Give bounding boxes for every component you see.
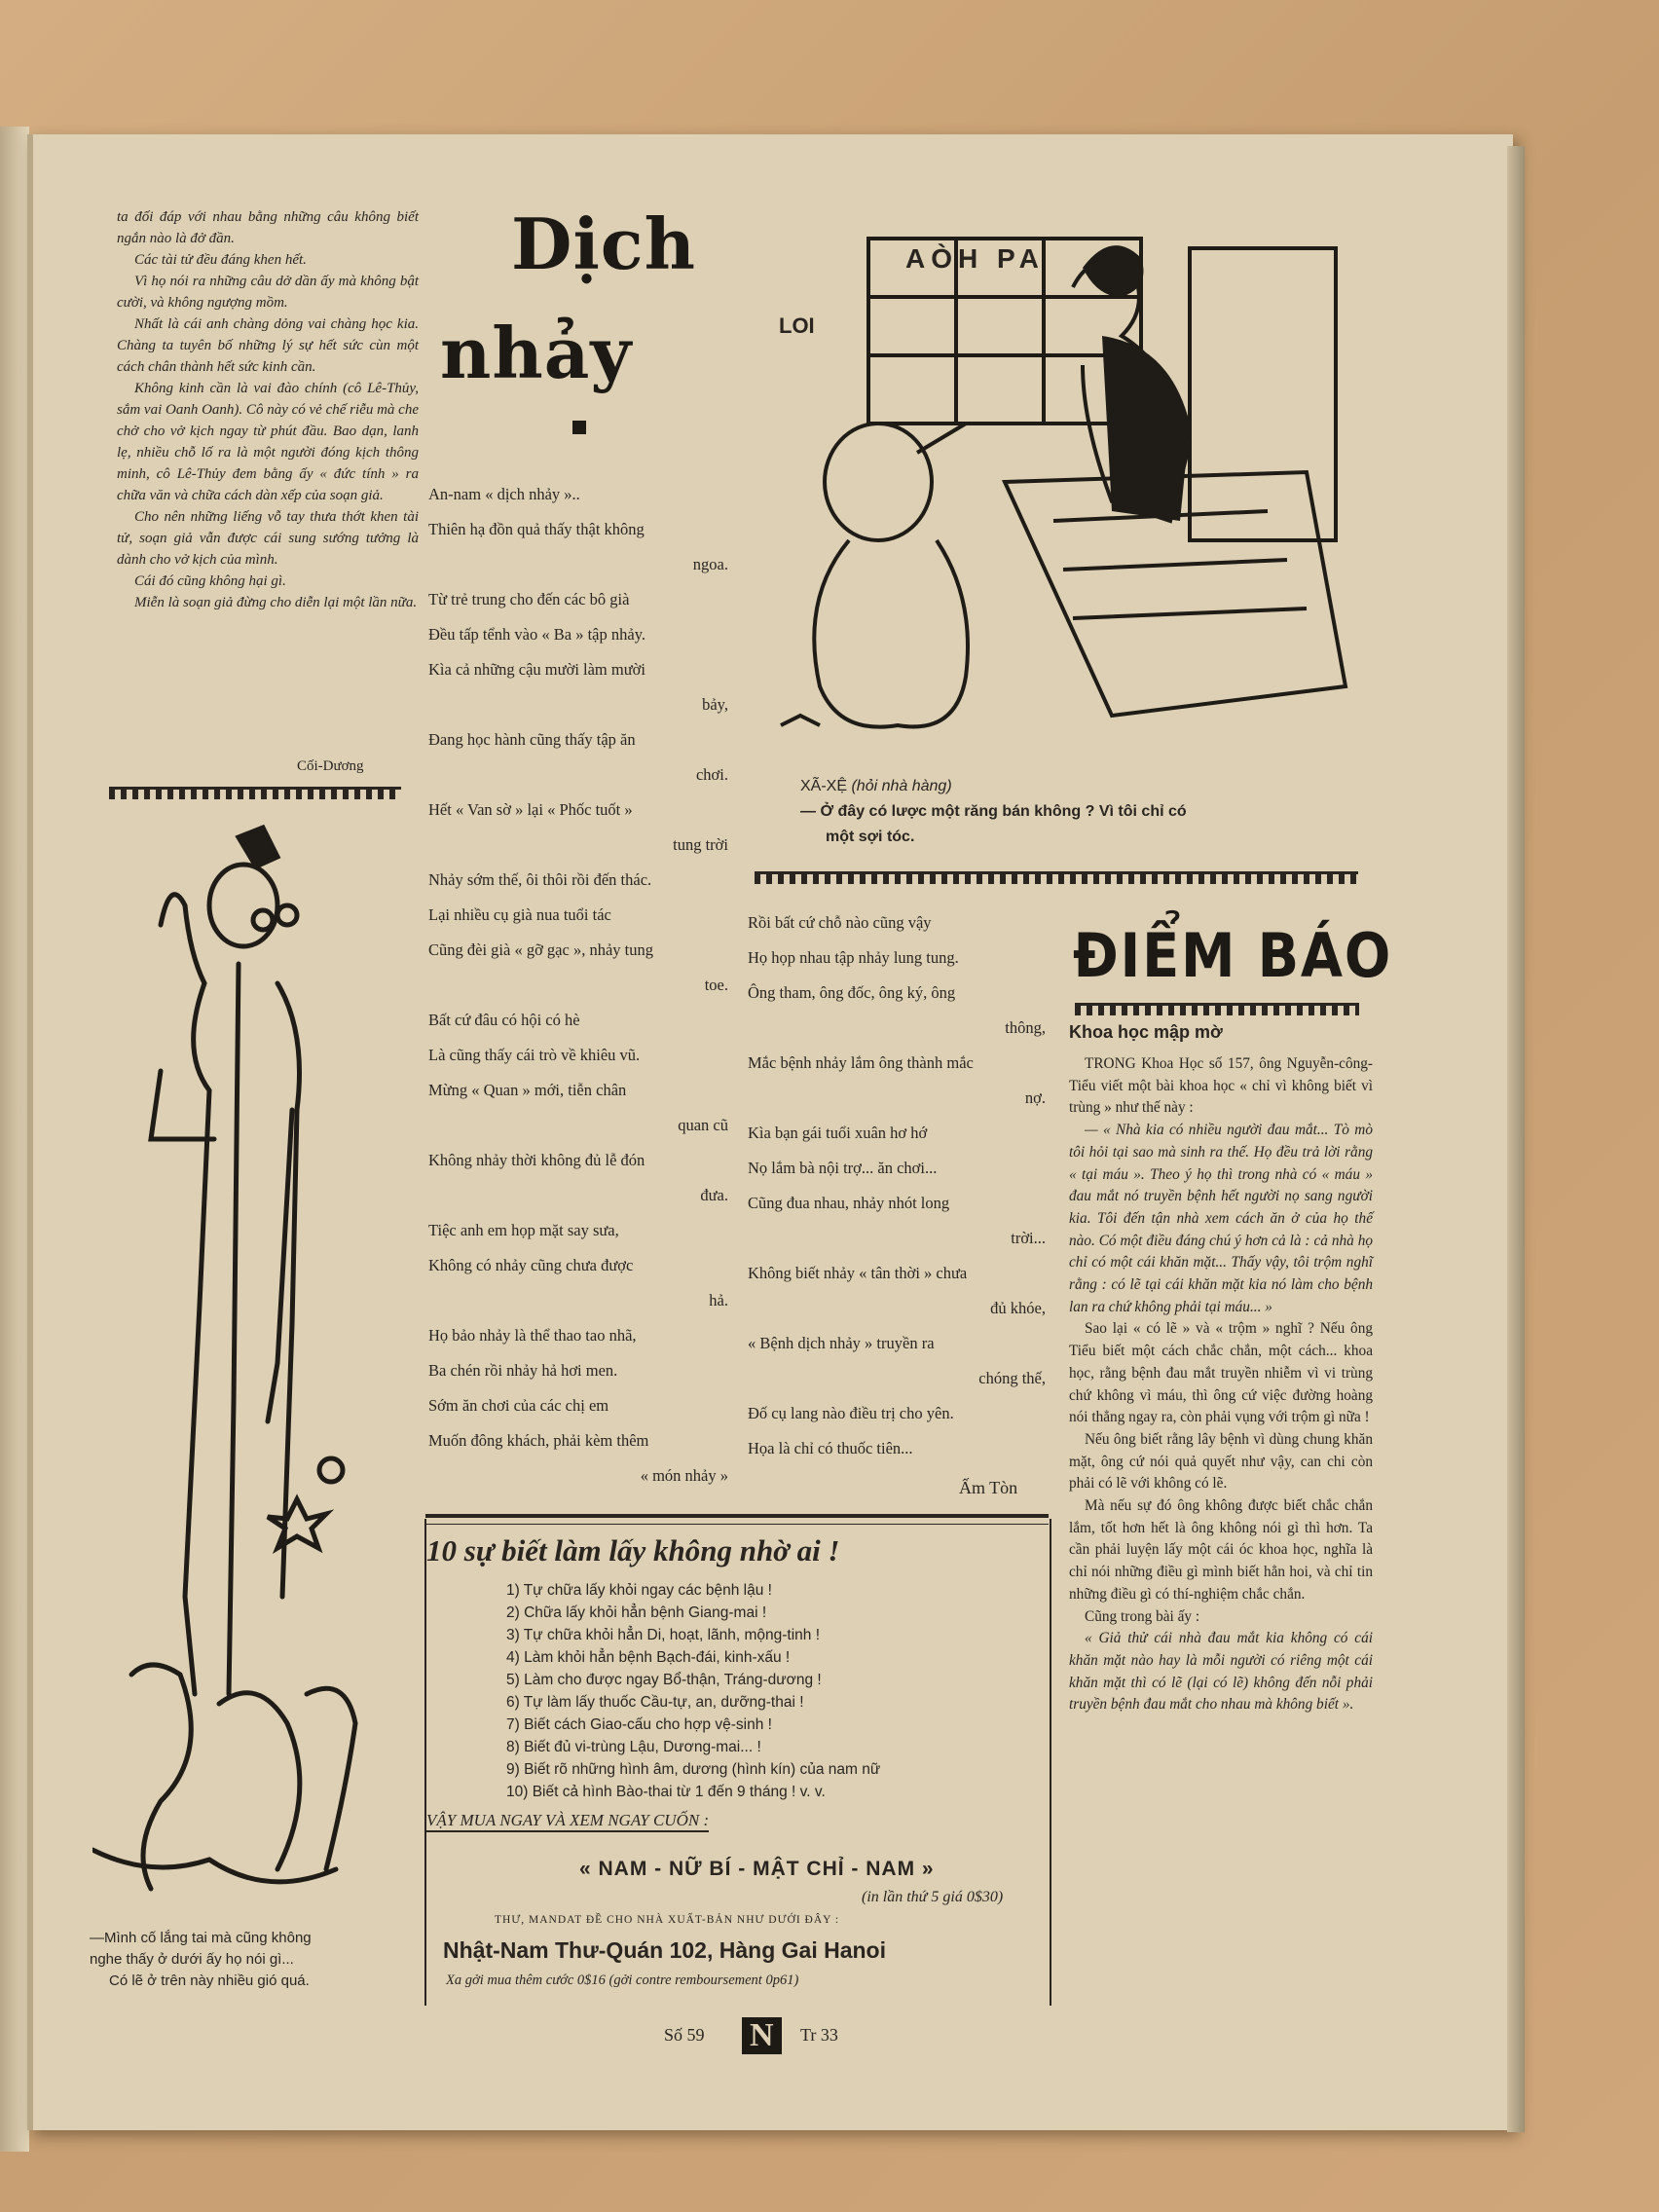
poem-line: Mừng « Quan » mới, tiễn chân xyxy=(428,1081,627,1099)
ad-postage: Xa gởi mua thêm cước 0$16 (gởi contre remboursement 0p61) xyxy=(446,1972,799,1988)
ad-list-item: 6) Tự làm lấy thuốc Cầu-tự, an, dưỡng-thai ! xyxy=(506,1694,804,1711)
poem-line: bảy, xyxy=(702,695,728,714)
poem-line: Thiên hạ đồn quả thấy thật không xyxy=(428,520,645,538)
poem-line: chóng thế, xyxy=(978,1369,1046,1387)
poem-line: Họ bảo nhảy là thể thao tao nhã, xyxy=(428,1326,637,1345)
title-dot xyxy=(572,421,586,434)
poem-line: chơi. xyxy=(695,765,728,784)
ad-list-item: 7) Biết cách Giao-cấu cho hợp vệ-sinh ! xyxy=(506,1716,772,1733)
left-cartoon-caption xyxy=(90,1928,401,1992)
caption-speaker-note: (hỏi nhà hàng) xyxy=(851,778,952,794)
caption-line: nghe thấy ở dưới ấy họ nói gì... xyxy=(90,1951,294,1968)
footer-page: Tr 33 xyxy=(800,2025,838,2045)
poem-line: Không có nhảy cũng chưa được xyxy=(428,1256,634,1274)
poem-line: ngoa. xyxy=(692,555,728,573)
ad-left-border xyxy=(424,1519,426,2006)
diem-bao-paragraph: — « Nhà kia có nhiều người đau mắt... Tò mò tôi hỏi tại sao mà sinh ra thế. Họ đều trả lời rằng « tại máu ». Theo ý họ thì trong nhà có « máu » đau mắt nó truyền bệnh hết người nọ sang người kia. Tôi đến tận nhà xem cách ăn ở của họ thế nào. Có một điều đáng chú ý hơn cả là : cả nhà họ chỉ có một cái khăn mặt... Thấy vậy, tôi trộm nghĩ rằng : có lẽ tại cái khăn mặt kia nó làm cho bệnh lan ra chứ không phải tại máu... » xyxy=(1069,1122,1373,1315)
poem-line: Hết « Van sờ » lại « Phốc tuốt » xyxy=(428,800,633,819)
poem-line: trời... xyxy=(1011,1229,1046,1247)
diem-bao-paragraph: Mà nếu sự đó ông không được biết chắc chắn lắm, tốt hơn hết là ông không nói gì thì hơn. Ta cần phải luyện lấy một cái óc khoa học, nghĩa là chỉ nói những điều gì mình biết hẳn hoi, và chỉ tin những điều gì có thí-nghiệm chắc chắn. xyxy=(1069,1497,1373,1603)
ad-top-rule xyxy=(425,1514,1049,1525)
poem-line: nợ. xyxy=(1024,1088,1046,1107)
ad-mail-note: THƯ, MANDAT ĐỀ CHO NHÀ XUẤT-BẢN NHƯ DƯỚI ĐÂY : xyxy=(495,1914,840,1926)
ad-list-item: 9) Biết rõ những hình âm, dương (hình kín) của nam nữ xyxy=(506,1761,881,1778)
poem-line: Kìa bạn gái tuổi xuân hơ hớ xyxy=(748,1124,928,1142)
poem-line: hả. xyxy=(709,1291,728,1309)
ad-list-item: 2) Chữa lấy khỏi hẳn bệnh Giang-mai ! xyxy=(506,1604,767,1621)
diem-bao-paragraph: « Giả thử cái nhà đau mắt kia không có cái khăn mặt nào hay là mỗi người có riêng một cái khăn mặt thì có lẽ (lại có lẽ) không đến nỗi phải truyền bệnh đau mắt cho nhau mà không biết ». xyxy=(1069,1630,1373,1714)
poem-line: Kìa cả những cậu mười làm mười xyxy=(428,660,645,679)
ad-book-title: « NAM - NỮ BÍ - MẬT CHỈ - NAM » xyxy=(579,1858,935,1880)
poem-line: Tiệc anh em họp mặt say sưa, xyxy=(428,1221,619,1239)
poem-line: Không nhảy thời không đủ lễ đón xyxy=(428,1151,645,1169)
poem-line: đưa. xyxy=(700,1186,728,1204)
poem-line: Từ trẻ trung cho đến các bô già xyxy=(428,590,630,608)
poem-title-line1: Dịch xyxy=(511,203,696,285)
poem-author: Ấm Tòn xyxy=(959,1478,1018,1497)
caption-line-2: một sợi tóc. xyxy=(826,829,915,845)
poem-line: Nhảy sớm thế, ôi thôi rồi đến thác. xyxy=(428,870,652,889)
binding-spine xyxy=(0,127,29,2152)
poem-column-1 xyxy=(428,477,728,1493)
poem-line: tung trời xyxy=(673,835,728,854)
poem-title-line2: nhảy xyxy=(440,312,633,394)
ad-list-item: 8) Biết đủ vi-trùng Lậu, Dương-mai... ! xyxy=(506,1739,761,1755)
ad-cta: VẬY MUA NGAY VÀ XEM NGAY CUỐN : xyxy=(426,1811,709,1832)
cartoon-caption xyxy=(800,774,1346,850)
footer-issue: Số 59 xyxy=(664,2025,705,2045)
poem-line: toe. xyxy=(704,976,728,994)
poem-line: « món nhảy » xyxy=(640,1466,728,1485)
diem-bao-article xyxy=(1069,1053,1373,1716)
left-column-article xyxy=(117,206,419,613)
poem-line: Đang học hành cũng thấy tập ăn xyxy=(428,730,636,749)
ad-publisher: Nhật-Nam Thư-Quán 102, Hàng Gai Hanoi xyxy=(443,1937,886,1963)
poem-line: Bất cứ đâu có hội có hè xyxy=(428,1011,580,1029)
diem-bao-paragraph: Sao lại « có lẽ » và « trộm » nghĩ ? Nếu ông Tiểu biết một cách chắc chắn, một cách... khoa học, rằng bệnh đau mắt truyền nhiễm vì vi trùng chứ không vì máu, thì ông cứ việc đường hoàng nói thẳng ngay ra, còn phải vụng với trộm gì nữa ! xyxy=(1069,1320,1373,1426)
poem-line: Cũng đèi già « gỡ gạc », nhảy tung xyxy=(428,940,653,959)
poem-line: Ba chén rồi nhảy hả hơi men. xyxy=(428,1361,618,1380)
standing-man-illustration xyxy=(92,818,394,1928)
left-divider xyxy=(109,787,401,799)
diem-bao-heading: ĐIỂM BÁO xyxy=(1073,920,1393,991)
poem-line: Không biết nhảy « tân thời » chưa xyxy=(748,1264,968,1282)
poem-column-2 xyxy=(748,905,1046,1466)
poem-line: Là cũng thấy cái trò về khiêu vũ. xyxy=(428,1046,641,1064)
poem-line: Họa là chỉ có thuốc tiên... xyxy=(748,1439,913,1457)
caption-line: —Mình cố lắng tai mà cũng không xyxy=(90,1930,312,1946)
ad-list-item: 10) Biết cả hình Bào-thai từ 1 đến 9 tháng ! v. v. xyxy=(506,1784,826,1800)
ad-headline: 10 sự biết làm lấy không nhờ ai ! xyxy=(426,1533,840,1567)
poem-line: Họ họp nhau tập nhảy lung tung. xyxy=(748,948,959,967)
poem-line: Đều tấp tểnh vào « Ba » tập nhảy. xyxy=(428,625,645,644)
ad-list-item: 5) Làm cho được ngay Bổ-thận, Tráng-dương ! xyxy=(506,1672,822,1688)
ad-list xyxy=(506,1579,1051,1803)
ad-price: (in lần thứ 5 giá 0$30) xyxy=(862,1889,1004,1905)
left-paragraph: Cái đó cũng không hại gì. xyxy=(134,573,286,589)
left-paragraph: Các tài tử đều đáng khen hết. xyxy=(134,252,307,268)
poem-line: đủ khóe, xyxy=(990,1299,1046,1317)
diem-bao-paragraph: Nếu ông biết rằng lây bệnh vì dùng chung khăn mặt, ông cứ nói quả quyết như vậy, can chi còn phải có lẽ với không có lẽ. xyxy=(1069,1430,1373,1493)
left-paragraph: Nhất là cái anh chàng dỏng vai chàng học kia. Chàng ta tuyên bố những lý sự hết sức cùn một cách chân thành hết sức kinh cần. xyxy=(117,316,419,375)
shop-sign-top: AÒH PA xyxy=(905,243,1045,274)
footer-logo: N xyxy=(742,2017,782,2054)
left-paragraph: Miễn là soạn giả đừng cho diễn lại một lần nữa. xyxy=(134,595,418,610)
left-paragraph: ta đối đáp với nhau bằng những câu không biết ngắn nào là đở đần. xyxy=(117,209,419,246)
poem-line: Rồi bất cứ chỗ nào cũng vậy xyxy=(748,913,932,932)
left-paragraph: Cho nên những liếng vỗ tay thưa thớt khen tài tử, soạn giả vẫn được cái sung sướng tưởng là dành cho vở kịch của mình. xyxy=(117,509,419,568)
poem-line: An-nam « dịch nhảy ».. xyxy=(428,485,580,503)
shop-sign-left: LOI xyxy=(779,313,815,338)
ad-right-border xyxy=(1050,1519,1051,2006)
diem-bao-subheading: Khoa học mập mờ xyxy=(1069,1022,1223,1042)
poem-line: Nọ lắm bà nội trợ... ăn chơi... xyxy=(748,1159,938,1177)
ad-list-item: 3) Tự chữa khỏi hẳn Di, hoạt, lãnh, mộng-tinh ! xyxy=(506,1627,821,1643)
left-paragraph: Không kinh cần là vai đào chính (cô Lê-Thủy, sắm vai Oanh Oanh). Cô này có vẻ chế riễu mà che chở cho vở kịch ngay từ phút đầu. Bao dạn, lanh lẹ, nhiều chỗ lố ra là một người đóng kịch thông minh, cô Lê-Thủy đem bằng ấy « đức tính » ra chữa văn và chữa cách dàn xếp của soạn giả. xyxy=(117,381,419,503)
ad-list-item: 4) Làm khỏi hẳn bệnh Bạch-đái, kinh-xấu ! xyxy=(506,1649,791,1666)
poem-line: Ông tham, ông đốc, ông ký, ông xyxy=(748,983,956,1002)
poem-line: Mắc bệnh nhảy lắm ông thành mắc xyxy=(748,1053,974,1072)
poem-line: Muốn đông khách, phải kèm thêm xyxy=(428,1431,649,1450)
poem-line: Sớm ăn chơi của các chị em xyxy=(428,1396,609,1415)
poem-line: « Bệnh dịch nhảy » truyền ra xyxy=(748,1334,935,1352)
diem-bao-paragraph: Cũng trong bài ấy : xyxy=(1085,1607,1200,1625)
left-paragraph: Vì họ nói ra những câu dở dần ấy mà không bật cười, và không ngượng mồm. xyxy=(117,274,419,311)
diem-bao-paragraph: TRONG Khoa Học số 157, ông Nguyễn-công-Tiểu viết một bài khoa học « chỉ vì không biết vì trùng » như thế này : xyxy=(1069,1055,1373,1117)
poem-line: Đố cụ lang nào điều trị cho yên. xyxy=(748,1404,954,1422)
caption-speaker: XÃ-XỆ xyxy=(800,778,848,794)
left-signature: Cối-Dương xyxy=(297,758,364,774)
poem-line: Lại nhiều cụ già nua tuổi tác xyxy=(428,905,611,924)
caption-line-1: — Ở đây có lược một răng bán không ? Vì tôi chỉ có xyxy=(800,803,1187,820)
ad-list-item: 1) Tự chữa lấy khỏi ngay các bệnh lậu ! xyxy=(506,1582,772,1599)
poem-line: thông, xyxy=(1005,1018,1046,1037)
caption-line: Có lẽ ở trên này nhiều gió quá. xyxy=(109,1972,310,1989)
page-stack-edge xyxy=(1507,146,1525,2132)
poem-line: quan cũ xyxy=(678,1116,728,1134)
poem-line: Cũng đua nhau, nhảy nhót long xyxy=(748,1194,950,1212)
barber-cartoon-illustration xyxy=(761,229,1365,755)
cartoon-divider xyxy=(755,871,1358,884)
diem-bao-underline xyxy=(1075,1003,1359,1015)
